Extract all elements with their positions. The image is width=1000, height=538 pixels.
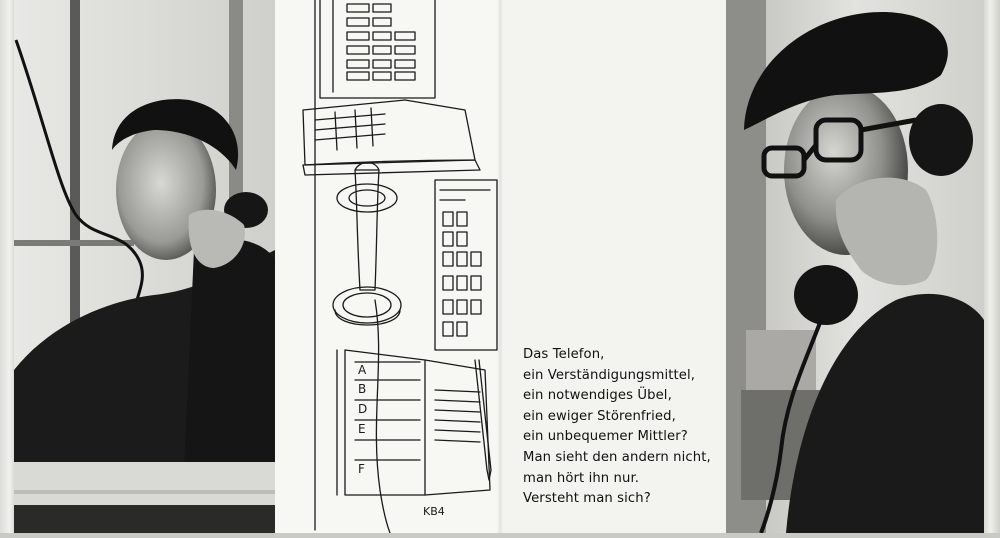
left-photo-man-on-phone-icon xyxy=(14,0,275,533)
page-edge-right xyxy=(984,0,1000,533)
index-letter-d: D xyxy=(358,402,368,416)
telephone-drawing-page xyxy=(275,0,500,533)
book-gutter xyxy=(497,0,503,533)
poem-line: Das Telefon, xyxy=(523,347,605,362)
index-letter-f: F xyxy=(358,462,365,476)
poem-line: ein notwendiges Übel, xyxy=(523,388,672,404)
index-letter-e: E xyxy=(358,422,366,436)
photo-man-on-telephone xyxy=(14,0,275,533)
telephone-drawing-icon xyxy=(275,0,500,533)
photo-man-in-beret-on-telephone xyxy=(726,0,984,533)
poem-line: Man sieht den andern nicht, xyxy=(523,449,711,465)
poem-line: ein ewiger Störenfried, xyxy=(523,408,676,424)
text-page xyxy=(500,0,726,533)
right-photo-man-in-beret-on-phone-icon xyxy=(726,0,984,533)
index-letter-b: B xyxy=(358,382,367,396)
poem-line: man hört ihn nur. xyxy=(523,470,640,486)
index-letter-a: A xyxy=(358,363,367,377)
poem-text xyxy=(523,345,723,510)
artist-signature: KB4 xyxy=(423,505,445,518)
poem-line: ein unbequemer Mittler? xyxy=(523,429,688,445)
poem-line: Versteht man sich? xyxy=(523,491,651,507)
poem-line: ein Verständigungsmittel, xyxy=(523,367,696,383)
